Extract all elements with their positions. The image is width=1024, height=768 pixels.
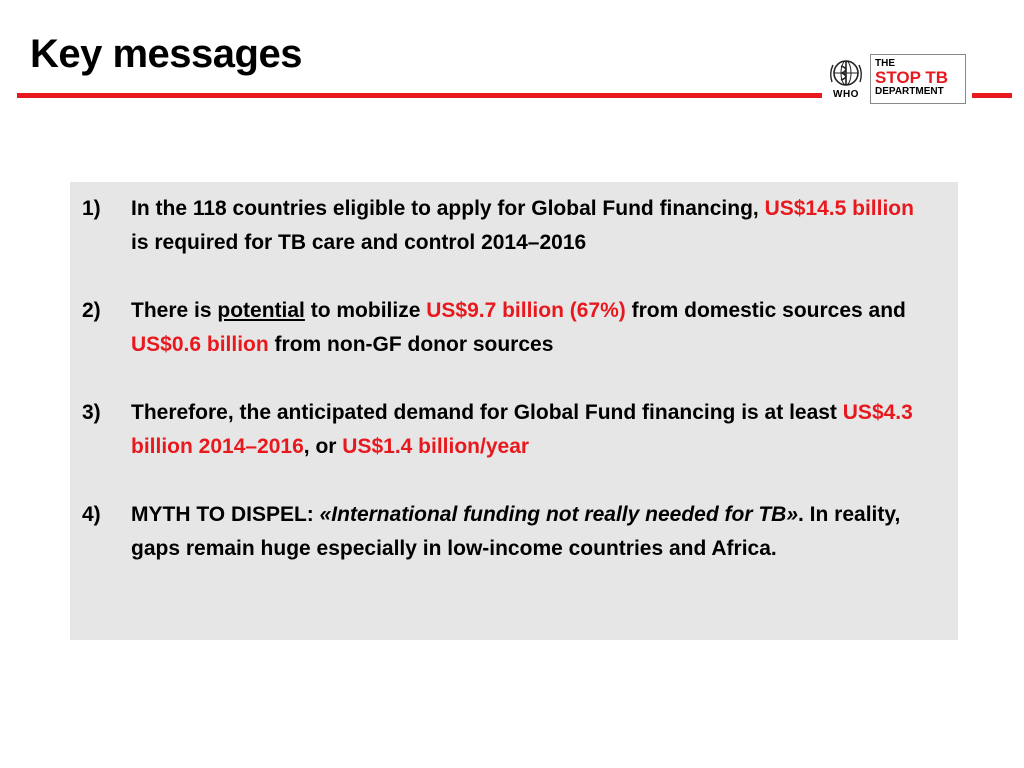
- key-messages-box: [70, 182, 958, 640]
- title-underline-right: [972, 93, 1012, 98]
- stop-tb-logo-line1: THE: [875, 58, 895, 69]
- title-underline-left: [17, 93, 822, 98]
- message-number: 4): [82, 503, 101, 526]
- highlight-amount: US$1.4 billion/year: [342, 435, 530, 458]
- myth-quote: «International funding not really needed for TB»: [319, 503, 799, 526]
- message-item-3: [82, 396, 930, 464]
- highlight-amount: US$4.3 billion 2014–2016: [131, 401, 913, 458]
- message-number: 3): [82, 401, 101, 424]
- stop-tb-logo-line2: STOP TB: [875, 68, 949, 87]
- stop-tb-logo-line3: DEPARTMENT: [875, 86, 944, 97]
- highlight-amount: US$9.7 billion (67%): [426, 299, 626, 322]
- message-text: There is potential to mobilize US$9.7 billion (67%) from domestic sources and US$0.6 billion from non-GF donor sources: [131, 299, 906, 356]
- message-text: In the 118 countries eligible to apply for Global Fund financing, US$14.5 billion is required for TB care and control 2014–2016: [131, 197, 914, 254]
- message-number: 1): [82, 197, 101, 220]
- message-number: 2): [82, 299, 101, 322]
- who-logo-text: WHO: [833, 89, 859, 100]
- highlight-amount: US$14.5 billion: [764, 197, 914, 220]
- message-item-2: [82, 294, 930, 362]
- message-item-1: [82, 192, 930, 260]
- highlight-amount: US$0.6 billion: [131, 333, 269, 356]
- slide-title: Key messages: [30, 32, 302, 76]
- message-text: Therefore, the anticipated demand for Global Fund financing is at least US$4.3 billion 2014–2016, or US$1.4 billion/year: [131, 401, 913, 458]
- underlined-word: potential: [217, 299, 305, 322]
- stop-tb-logo: [870, 54, 966, 104]
- message-text: MYTH TO DISPEL: «International funding not really needed for TB». In reality, gaps remain huge especially in low-income countries and Africa.: [131, 503, 901, 560]
- message-item-4: [82, 498, 930, 566]
